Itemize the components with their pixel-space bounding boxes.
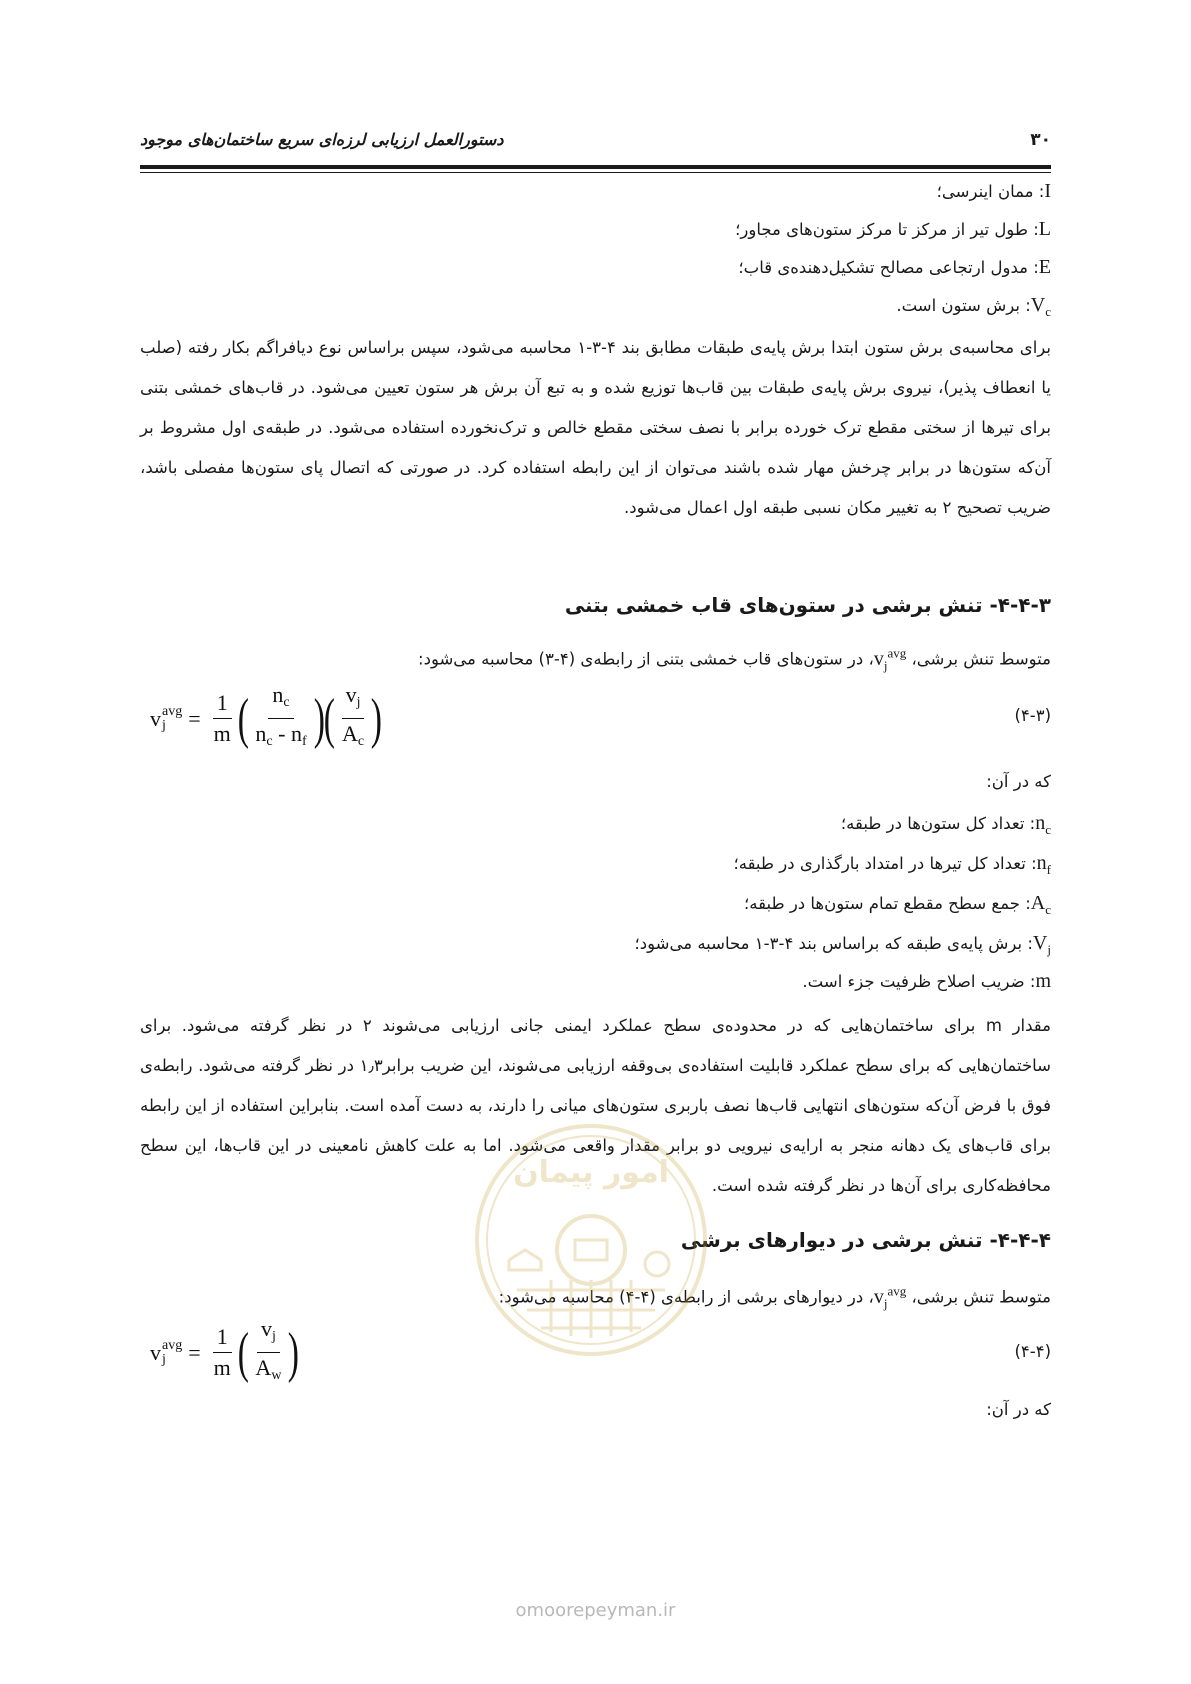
equation-number-4-3: (۴-۳)	[1014, 706, 1051, 725]
seal-watermark-icon	[471, 1120, 711, 1360]
paragraph-shear-distribution: برای محاسبه‌ی برش ستون ابتدا برش پایه‌ی طبقات مطابق بند ۴-۳-۱ محاسبه می‌شود، سپس براساس نوع دیافراگم بکار رفته (صلب یا انعطاف پذیر)، نیروی برش پایه‌ی طبقات بین قاب‌ها توزیع شده و به تبع آن برش هر ستون تعیین می‌شود. در قاب‌های خمشی بتنی برای تیرها از سختی مقطع ترک خورده برابر با نصف سختی مقطع خالص و ترک‌نخورده استفاده می‌شود. در طبقه‌ی اول مشروط بر آن‌که ستون‌ها در برابر چرخش مهار شده باشند می‌توان از این رابطه استفاده کرد. در صورتی که اتصال پای ستون‌ها مفصلی باشد، ضریب تصحیح ۲ به تغییر مکان نسبی طبقه اول اعمال می‌شود.	[140, 338, 1051, 517]
where-label-2: که در آن:	[986, 1400, 1051, 1419]
definition-I: I: ممان اینرسی؛	[936, 180, 1051, 202]
equation-4-3: v avg j = $\frac{1}{m}$ ( $\frac{n_c}{n_c - n_f}$ ) ( $\frac{v_j}{A_c}$ )	[150, 682, 382, 750]
section2-intro: متوسط تنش برشی، $v_j^{avg}،$ در دیوارهای برشی از رابطه‌ی (۴-۴) محاسبه می‌شود:	[498, 1283, 1051, 1311]
equation-number-4-4: (۴-۴)	[1014, 1342, 1051, 1361]
definition-m: m: ضریب اصلاح ظرفیت جزء است.	[802, 970, 1051, 992]
svg-text:امور پیمان: امور پیمان	[513, 1155, 669, 1190]
definition-nc: $n_c$: تعداد کل ستون‌ها در طبقه؛	[840, 812, 1051, 837]
watermark-url: omoorepeyman.ir	[515, 1600, 676, 1621]
paragraph-m-factor: مقدار m برای ساختمان‌هایی که در محدوده‌ی سطح عملکرد ایمنی جانی ارزیابی می‌شوند ۲ در نظر گرفته می‌شود. برای ساختمان‌هایی که برای سطح عملکرد قابلیت استفاده‌ی بی‌وقفه ارزیابی می‌شوند، این ضریب برابر۱٫۳ در نظر گرفته می‌شود. رابطه‌ی فوق با فرض آن‌که ستون‌های انتهایی قاب‌ها نصف باربری ستون‌های میانی را دارند، به دست آمده است. بنابراین استفاده از این رابطه برای قاب‌های یک دهانه منجر به ارایه‌ی نیرویی دو برابر مقدار واقعی می‌شود. اما به علت کاهش نامعینی در این قاب‌ها، این سطح محافظه‌کاری برای آن‌ها در نظر گرفته شده است.	[140, 1016, 1051, 1195]
definition-L: L: طول تیر از مرکز تا مرکز ستون‌های مجاور؛	[735, 218, 1051, 240]
definition-E: E: مدول ارتجاعی مصالح تشکیل‌دهنده‌ی قاب؛	[738, 256, 1051, 278]
definition-nf: $n_f$: تعداد کل تیرها در امتداد بارگذاری در طبقه؛	[733, 852, 1051, 877]
equation-4-4: v avg j = $\frac{1}{m}$ ( $\frac{v_j}{A_w}$ )	[150, 1316, 300, 1384]
running-header	[140, 128, 1051, 158]
definition-Vc: $V_c$: برش ستون است.	[896, 294, 1051, 319]
definition-Vj: $V_j$: برش پایه‌ی طبقه که براساس بند ۴-۳-۱ محاسبه می‌شود؛	[634, 932, 1051, 957]
header-rule-thin	[140, 172, 1051, 173]
page-number: ۳۰	[1030, 130, 1051, 150]
section-heading-concrete-frame: ۴-۴-۳- تنش برشی در ستون‌های قاب خمشی بتنی	[564, 593, 1051, 617]
section-heading-shear-walls: ۴-۴-۴- تنش برشی در دیوارهای برشی	[680, 1228, 1051, 1252]
running-title: دستورالعمل ارزیابی لرزه‌ای سریع ساختمان‌های موجود	[140, 130, 504, 149]
where-label-1: که در آن:	[986, 772, 1051, 791]
definition-Ac: $A_c$: جمع سطح مقطع تمام ستون‌ها در طبقه؛	[744, 892, 1051, 917]
header-rule-thick	[140, 165, 1051, 169]
section1-intro: متوسط تنش برشی، $v_j^{avg}،$ در ستون‌های قاب خمشی بتنی از رابطه‌ی (۴-۳) محاسبه می‌شود:	[418, 645, 1051, 673]
